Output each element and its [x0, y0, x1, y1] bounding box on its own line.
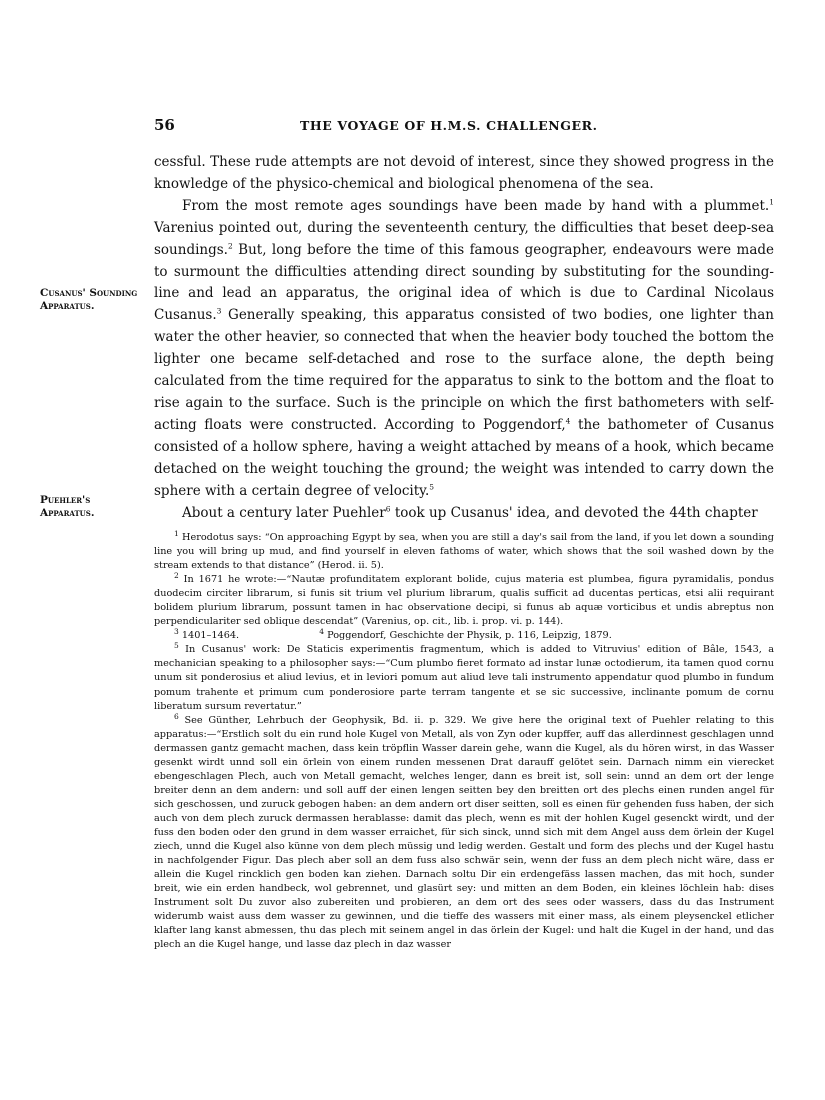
- paragraph-3-text-a: About a century later Puehler: [182, 504, 386, 521]
- paragraph-2-text-d: Generally speaking, this apparatus consisted of two bodies, one lighter than water the other heavier, so connected that when the heavier body touched the bottom the lighter one became self-detached and rose to the surface alone, the depth being calculated from the time required for the apparatus to sink to the bottom and the float to rise again to the surface. Such is the principle on which the first bathometers with self-acting floats were constructed. According to Poggendorf,: [154, 307, 774, 433]
- paragraph-2-text-b: Varenius pointed out, during the seventeenth century, the difficulties that beset deep-sea soundings.: [154, 219, 774, 258]
- footnote-mark-2: 2: [174, 570, 179, 580]
- paragraph-2-text-c: But, long before the time of this famous geographer, endeavours were made to surmount the difficulties attending direct sounding by substituting for the sounding-line and lead an apparatus, the original idea of which is due to Cardinal Nicolaus Cusanus.: [154, 241, 774, 324]
- margin-note-cusanus: Cusanus' Sounding Apparatus.: [40, 287, 138, 312]
- footnote-3-4: [154, 629, 774, 643]
- paragraph-1: [154, 152, 774, 196]
- footnote-ref-3: 3: [216, 306, 222, 316]
- footnote-mark-4: 4: [319, 627, 324, 637]
- footnote-4-text: Poggendorf, Geschichte der Physik, p. 116, Leipzig, 1879.: [327, 630, 612, 642]
- footnote-6-text: See Günther, Lehrbuch der Geophysik, Bd. ii. p. 329. We give here the original text of Puehler relating to this apparatus:—“Erstlich solt du ein rund hole Kugel von Metall, als von Zyn oder kupffer, auff das allerdinnest geschlagen unnd dermassen gantz gemacht machen, dass kein tröpflin Wasser darein gehe, wann die Kugel, als du hören wirst, in das Wasser gesenkt wirdt unnd soll ein örlein von einem runden messenen Drat darauff gelötet sein. Darnach nimm ein vierecket ebengeschlagen Plech, auch von Metall gemacht, welches lenger, dann es breit ist, soll sein: unnd an dem ort der lenge breiter denn an dem andern: und soll auff der einen lengen seitten bey den breitten ort des plechs einen runden angel für sich geschossen, und zuruck gebogen haben: an dem andern ort diser seitten, soll es einen für gehenden fuss haben, der sich auch von dem plech zuruck dermassen herablasse: damit das plech, wenn es mit der hohlen Kugel gesenckt wirdt, und der fuss den boden oder den grund in dem wasser erraichet, für sich sinck, unnd sich mit dem Angel auss dem örlein der Kugel ziech, unnd die Kugel also künne von dem plech müssig und ledig werden. Gestalt und form des plechs und der Kugel hastu in nachfolgender Figur. Das plech aber soll an dem fuss also schwär sein, wenn der fuss an dem plech nicht wäre, dass er allein die Kugel rincklich gen boden kan ziehen. Darnach soltu Dir ein erdengefäss lassen machen, das mit hoch, sunder breit, wie ein erden handbeck, wol gebrennet, und glasürt sey: und mitten an dem Boden, ein kleines löchlein hab: dises Instrument solt Du zuvor also zubereiten und probieren, an dem ort des sees oder wassers, dass du das Instrument widerumb waist auss dem wasser zu gewinnen, und die tieffe des wassers mit einer mass, als einem pleysenckel etlicher klafter lang kanst abmessen, thu das plech mit seinem angel in das örlein der Kugel: und halt die Kugel in der hand, und das plech an die Kugel hange, und lasse daz plech in daz wasser: [154, 714, 774, 951]
- footnote-mark-3: 3: [174, 627, 179, 637]
- footnote-mark-1: 1: [174, 528, 179, 538]
- footnote-ref-4: 4: [565, 416, 571, 426]
- footnote-3-text: 1401–1464.: [181, 630, 240, 642]
- paragraph-2-text-e: the bathometer of Cusanus consisted of a hollow sphere, having a weight attached by means of a hook, which became detached on the weight touching the ground; the weight was intended to carry down the sphere with a certain degree of velocity.: [154, 416, 774, 499]
- footnote-2: [154, 570, 774, 629]
- footnote-6: [154, 711, 774, 953]
- paragraph-2: [154, 196, 774, 503]
- running-title: THE VOYAGE OF H.M.S. CHALLENGER.: [300, 118, 598, 133]
- paragraph-3-text-b: took up Cusanus' idea, and devoted the 44th chapter: [390, 504, 758, 521]
- footnote-2-text: In 1671 he wrote:—“Nautæ profunditatem explorant bolide, cujus materia est plumbea, figura pyramidalis, pondus duodecim circiter librarum, si funis sit trium vel plurium librarum, qualis sufficit ad ducentas perticas, etsi alii requirant bolidem plurium librarum, possunt tamen in hac observatione decipi, si funus ab aquæ vorticibus et undis abreptus non perpendiculariter sed oblique descendat” (Varenius, op. cit., lib. i. prop. vi. p. 144).: [154, 574, 774, 628]
- main-text: [154, 152, 774, 524]
- footnotes: [154, 528, 774, 952]
- footnote-5: [154, 643, 774, 713]
- paragraph-3: [154, 503, 774, 525]
- footnote-5-text: In Cusanus' work: De Staticis experimentis fragmentum, which is added to Vitruvius' edition of Bâle, 1543, a mechanician speaking to a philosopher says:—“Cum plumbo fieret formato ad instar lunæ octodierum, ita tamen quod cornu unum sit ponderosius et aliud levius, et in leviori pomum aut aliud leve tali instrumento appendatur quod plumbo in fundum pomum trahente et primum cum ponderosiore parte terram tangente et se sic successive, inclinante pomum de cornu liberatum sursum revertatur.”: [154, 644, 774, 712]
- paragraph-1-text: cessful. These rude attempts are not devoid of interest, since they showed progress in the knowledge of the physico-chemical and biological phenomena of the sea.: [154, 154, 774, 192]
- footnote-ref-1: 1: [769, 197, 774, 207]
- footnote-ref-6: 6: [385, 504, 391, 513]
- footnote-mark-5: 5: [174, 641, 179, 651]
- footnote-ref-2: 2: [227, 241, 233, 251]
- margin-note-puehler: Puehler's Apparatus.: [40, 494, 95, 519]
- paragraph-2-text-a: From the most remote ages soundings have been made by hand with a plummet.: [182, 197, 770, 214]
- footnote-mark-6: 6: [174, 711, 179, 721]
- footnote-ref-5: 5: [429, 482, 435, 492]
- footnote-1: [154, 528, 774, 573]
- footnote-1-text: Herodotus says: “On approaching Egypt by sea, when you are still a day's sail from the land, if you let down a sounding line you will bring up mud, and find yourself in eleven fathoms of water, which shows that the soil washed down by the stream extends to that distance” (Herod. ii. 5).: [154, 532, 774, 572]
- page-number: 56: [154, 116, 175, 134]
